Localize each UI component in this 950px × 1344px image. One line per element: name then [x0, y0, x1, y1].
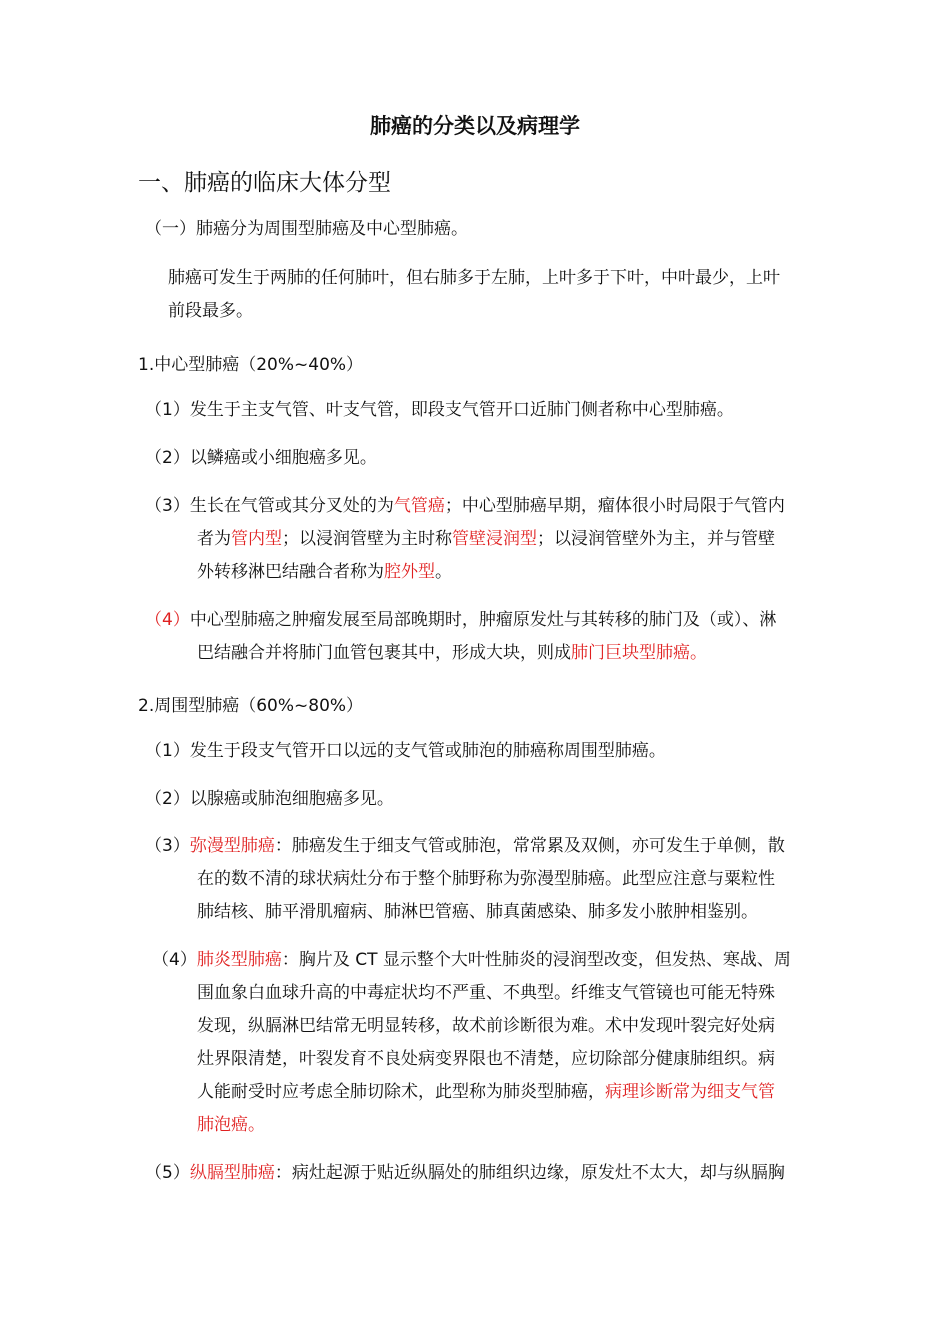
text: 人能耐受时应考虑全肺切除术，此型称为肺炎型肺癌，	[197, 1082, 605, 1102]
term-highlight: 管内型	[231, 529, 282, 549]
term-highlight: 肺门巨块型肺癌。	[571, 643, 707, 663]
peripheral-type-heading: 2.周围型肺癌（60%~80%）	[138, 696, 364, 716]
peripheral-point-4-line-1	[152, 944, 791, 977]
central-point-1: （1）发生于主支气管、叶支气管，即段支气管开口近肺门侧者称中心型肺癌。	[145, 400, 734, 420]
page-title: 肺癌的分类以及病理学	[370, 114, 580, 138]
central-point-2: （2）以鳞癌或小细胞癌多见。	[145, 448, 377, 468]
text: 者为	[197, 529, 231, 549]
term-highlight: 病理诊断常为细支气管	[605, 1082, 775, 1102]
text: ：肺癌发生于细支气管或肺泡，常常累及双侧，亦可发生于单侧，散	[274, 836, 785, 856]
central-point-4-line-1	[145, 604, 776, 637]
text: ；中心型肺癌早期，瘤体很小时局限于气管内	[444, 496, 785, 516]
text: ：病灶起源于贴近纵膈处的肺组织边缘，原发灶不太大，却与纵膈胸	[274, 1163, 785, 1183]
term-highlight: 弥漫型肺癌	[189, 836, 275, 856]
central-point-3-line-2	[197, 523, 775, 556]
peripheral-point-3-line-2: 在的数不清的球状病灶分布于整个肺野称为弥漫型肺癌。此型应注意与粟粒性	[197, 869, 775, 889]
text: 中心型肺癌之肿瘤发展至局部晚期时，肿瘤原发灶与其转移的肺门及（或）、淋	[189, 610, 777, 630]
text: 巴结融合并将肺门血管包裹其中，形成大块，则成	[197, 643, 571, 663]
peripheral-point-3-line-3: 肺结核、肺平滑肌瘤病、肺淋巴管癌、肺真菌感染、肺多发小脓肿相鉴别。	[197, 902, 758, 922]
peripheral-point-4-line-5	[197, 1076, 775, 1109]
peripheral-point-4-line-3: 发现，纵膈淋巴结常无明显转移，故术前诊断很为难。术中发现叶裂完好处病	[197, 1016, 775, 1036]
peripheral-point-4-line-4: 灶界限清楚，叶裂发育不良处病变界限也不清楚，应切除部分健康肺组织。病	[197, 1049, 775, 1069]
point-number: （4）	[145, 610, 190, 630]
point-number: （4）	[152, 950, 197, 970]
text: ：胸片及 CT 显示整个大叶性肺炎的浸润型改变，但发热、寒战、周	[281, 950, 791, 970]
text: 外转移淋巴结融合者称为	[197, 562, 384, 582]
central-point-3-line-1	[145, 490, 785, 523]
intro-line-1: 肺癌可发生于两肺的任何肺叶，但右肺多于左肺，上叶多于下叶，中叶最少，上叶	[168, 268, 780, 288]
peripheral-point-5-line-1	[145, 1157, 785, 1190]
intro-line-2: 前段最多。	[168, 301, 253, 321]
point-number: （3）	[145, 836, 190, 856]
text: ；以浸润管壁为主时称	[282, 529, 452, 549]
term-highlight: 腔外型	[384, 562, 435, 582]
peripheral-point-1: （1）发生于段支气管开口以远的支气管或肺泡的肺癌称周围型肺癌。	[145, 741, 666, 761]
subsection-heading: （一）肺癌分为周围型肺癌及中心型肺癌。	[145, 219, 468, 239]
central-point-4-line-2	[197, 637, 707, 670]
text: ；以浸润管壁外为主，并与管壁	[537, 529, 775, 549]
peripheral-point-3-line-1	[145, 830, 785, 863]
section-heading: 一、肺癌的临床大体分型	[138, 170, 391, 196]
text: 。	[435, 562, 452, 582]
peripheral-point-2: （2）以腺癌或肺泡细胞癌多见。	[145, 789, 394, 809]
term-highlight: 肺炎型肺癌	[196, 950, 282, 970]
peripheral-point-4-line-6: 肺泡癌。	[197, 1115, 265, 1135]
term-highlight: 管壁浸润型	[452, 529, 537, 549]
central-point-3-line-3	[197, 556, 452, 589]
term-highlight: 纵膈型肺癌	[189, 1163, 275, 1183]
central-type-heading: 1.中心型肺癌（20%~40%）	[138, 355, 364, 375]
point-number: （5）	[145, 1163, 190, 1183]
text: （3）生长在气管或其分叉处的为	[145, 496, 394, 516]
term-highlight: 气管癌	[393, 496, 445, 516]
peripheral-point-4-line-2: 围血象白血球升高的中毒症状均不严重、不典型。纤维支气管镜也可能无特殊	[197, 983, 775, 1003]
